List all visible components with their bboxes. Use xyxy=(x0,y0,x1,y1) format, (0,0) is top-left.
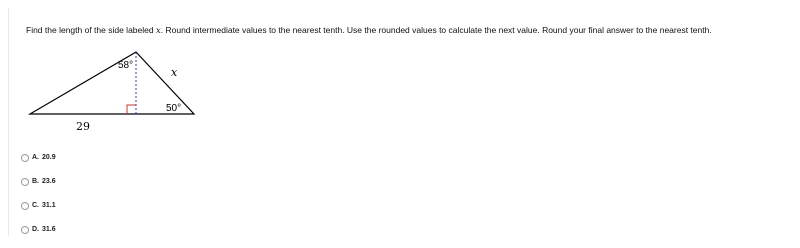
side-x-label: x xyxy=(171,66,178,79)
side-bottom-label: 29 xyxy=(76,120,90,133)
choice-d-letter: D. xyxy=(32,226,39,233)
choice-a-letter: A. xyxy=(32,154,39,161)
choice-b-value: 23.6 xyxy=(42,178,56,185)
question-text-after: . Round intermediate values to the nearest tenth. Use the rounded values to calculate the next value. Round your final answer to the nearest tenth. xyxy=(160,25,712,35)
choice-c-letter: C. xyxy=(32,202,39,209)
choice-d[interactable] xyxy=(21,224,56,235)
triangle-diagram xyxy=(26,50,206,136)
choice-a-value: 20.9 xyxy=(42,154,56,161)
choice-c[interactable] xyxy=(21,200,56,211)
question-text-before: Find the length of the side labeled xyxy=(26,25,156,35)
radio-button-a[interactable] xyxy=(21,154,29,162)
choice-d-value: 31.6 xyxy=(42,226,56,233)
triangle-figure xyxy=(26,50,206,136)
answer-choices xyxy=(21,152,56,248)
choice-a[interactable] xyxy=(21,152,56,163)
question-variable: x xyxy=(155,26,161,36)
radio-button-d[interactable] xyxy=(21,226,29,234)
choice-c-value: 31.1 xyxy=(42,202,56,209)
radio-button-c[interactable] xyxy=(21,202,29,210)
radio-button-b[interactable] xyxy=(21,178,29,186)
angle-right-label: 50° xyxy=(166,103,182,114)
angle-top-label: 58° xyxy=(118,60,134,71)
choice-b[interactable] xyxy=(21,176,56,187)
question-text xyxy=(26,24,712,37)
right-angle-marker xyxy=(127,105,136,114)
choice-b-letter: B. xyxy=(32,178,39,185)
